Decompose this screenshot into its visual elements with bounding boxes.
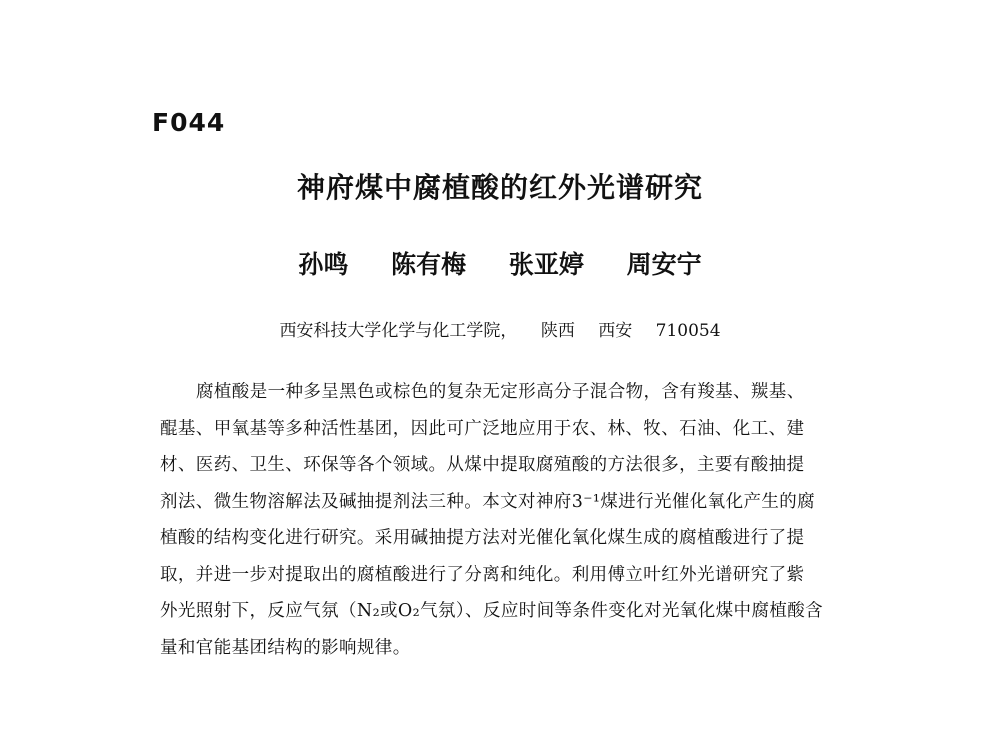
abstract-line-8: 量和官能基团结构的影响规律。 bbox=[160, 637, 411, 658]
abstract-line-5: 植酸的结构变化进行研究。采用碱抽提方法对光催化氧化煤生成的腐植酸进行了提 bbox=[160, 528, 805, 548]
abstract-line-3: 材、医药、卫生、环保等各个领域。从煤中提取腐殖酸的方法很多，主要有酸抽提 bbox=[160, 455, 805, 475]
author-list bbox=[0, 245, 1000, 281]
author-2: 陈有梅 bbox=[391, 250, 467, 279]
affiliation-institution: 西安科技大学化学与化工学院， bbox=[279, 321, 518, 341]
abstract-line-1: 腐植酸是一种多呈黑色或棕色的复杂无定形高分子混合物，含有羧基、羰基、 bbox=[196, 382, 805, 402]
abstract-line-2: 醌基、甲氧基等多种活性基团，因此可广泛地应用于农、林、牧、石油、化工、建 bbox=[160, 418, 805, 439]
author-4: 周安宁 bbox=[626, 250, 702, 279]
affiliation-province: 陕西 bbox=[540, 321, 575, 341]
affiliation-city: 西安 bbox=[598, 321, 633, 341]
abstract-line-6: 取，并进一步对提取出的腐植酸进行了分离和纯化。利用傅立叶红外光谱研究了紫 bbox=[160, 564, 805, 585]
author-1: 孙鸣 bbox=[298, 250, 349, 279]
abstract-line-4: 剂法、微生物溶解法及碱抽提剂法三种。本文对神府3⁻¹煤进行光催化氧化产生的腐 bbox=[160, 491, 816, 512]
author-3: 张亚婷 bbox=[508, 250, 584, 279]
paper-title: 神府煤中腐植酸的红外光谱研究 bbox=[296, 171, 703, 204]
affiliation-postcode: 710054 bbox=[655, 321, 721, 341]
abstract-line-7: 外光照射下，反应气氛（N₂或O₂气氛）、反应时间等条件变化对光氧化煤中腐植酸含 bbox=[160, 601, 824, 621]
abstract-paragraph bbox=[160, 374, 872, 666]
affiliation bbox=[0, 316, 1000, 341]
paper-code: F044 bbox=[152, 108, 226, 137]
